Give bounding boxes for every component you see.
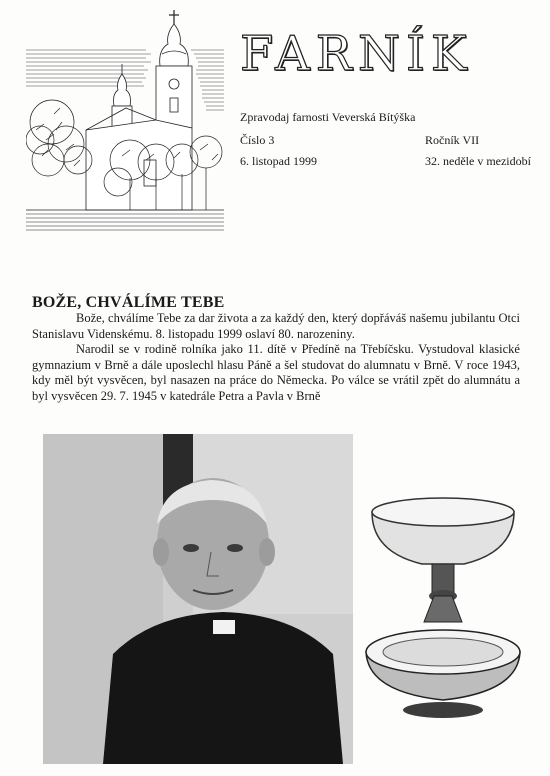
volume-info bbox=[425, 130, 531, 172]
issue-date: 6. listopad 1999 bbox=[240, 154, 317, 168]
article-paragraph: Bože, chválíme Tebe za dar života a za každý den, který dopřáváš našemu jubilantu Otci Stanislavu Videnskému. 8. listopadu 1999 oslaví 80. narozeniny. bbox=[32, 311, 520, 341]
article-paragraph: Narodil se v rodině rolníka jako 11. dítě v Předíně na Třebíčsku. Vystudoval klasické gymnazium v Brně a dále uposlechl hlasu Páně a šel studovat do alumnatu v Brně. V roce 1943, kdy měl být vysvěcen, byl nasazen na práce do Německa. Po válce se vrátil zpět do alumnátu a byl vysvěcen 29. 7. 1945 v katedrále Petra a Pavla v Brně bbox=[32, 342, 520, 403]
chalice-and-paten-photo-icon bbox=[352, 492, 534, 724]
volume-number: Ročník VII bbox=[425, 133, 480, 147]
newsletter-subtitle: Zpravodaj farnosti Veverská Bítýška bbox=[240, 110, 416, 124]
church-illustration-icon bbox=[26, 10, 224, 234]
liturgical-day: 32. neděle v mezidobí bbox=[425, 154, 531, 168]
priest-portrait-photo-icon bbox=[43, 434, 353, 764]
issue-info bbox=[240, 130, 317, 172]
article-heading: BOŽE, CHVÁLÍME TEBE bbox=[32, 293, 225, 311]
newsletter-title: FARNÍK bbox=[240, 26, 473, 82]
article-body bbox=[32, 311, 520, 405]
issue-number: Číslo 3 bbox=[240, 133, 275, 147]
